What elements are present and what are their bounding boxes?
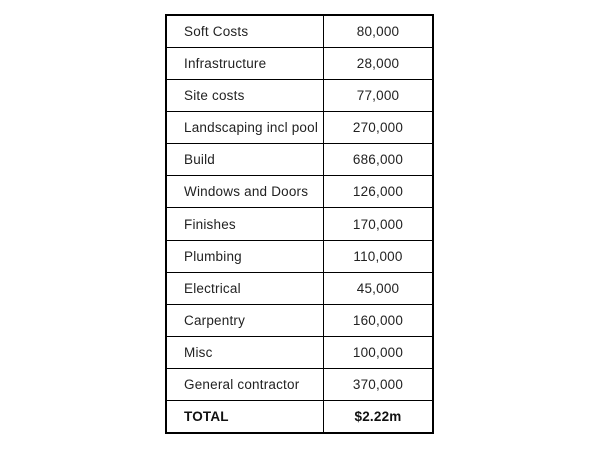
cost-category-label: Plumbing xyxy=(167,241,324,272)
table-row xyxy=(167,111,432,143)
total-label: TOTAL xyxy=(167,401,324,432)
cost-category-label: Finishes xyxy=(167,208,324,239)
cost-value: 170,000 xyxy=(352,216,404,232)
table-row xyxy=(167,47,432,79)
cost-value: 270,000 xyxy=(352,120,404,136)
cost-category-label: Infrastructure xyxy=(167,48,324,79)
table-row xyxy=(167,175,432,207)
cost-category-label: Build xyxy=(167,144,324,175)
table-row xyxy=(167,79,432,111)
cost-value: 80,000 xyxy=(356,24,400,40)
cost-category-label: General contractor xyxy=(167,369,324,400)
cost-value: 77,000 xyxy=(356,88,400,104)
table-row xyxy=(167,336,432,368)
cost-category-label: Site costs xyxy=(167,80,324,111)
table-row xyxy=(167,207,432,239)
table-row xyxy=(167,240,432,272)
table-row xyxy=(167,143,432,175)
table-row xyxy=(167,304,432,336)
cost-category-label: Electrical xyxy=(167,273,324,304)
cost-breakdown-table xyxy=(165,14,434,434)
cost-category-label: Landscaping incl pool xyxy=(167,112,324,143)
cost-value: 100,000 xyxy=(352,344,404,360)
cost-value: 160,000 xyxy=(352,312,404,328)
table-row-total xyxy=(167,400,432,432)
total-value: $2.22m xyxy=(354,408,402,424)
cost-value: 28,000 xyxy=(356,56,400,72)
cost-value: 126,000 xyxy=(352,184,404,200)
cost-category-label: Windows and Doors xyxy=(167,176,324,207)
table-row xyxy=(167,368,432,400)
cost-value: 686,000 xyxy=(352,152,404,168)
table-row xyxy=(167,272,432,304)
cost-value: 110,000 xyxy=(353,248,403,264)
cost-category-label: Misc xyxy=(167,337,324,368)
cost-category-label: Carpentry xyxy=(167,305,324,336)
cost-category-label: Soft Costs xyxy=(167,16,324,47)
table-row xyxy=(167,16,432,47)
cost-value: 370,000 xyxy=(352,376,404,392)
cost-value: 45,000 xyxy=(356,280,400,296)
